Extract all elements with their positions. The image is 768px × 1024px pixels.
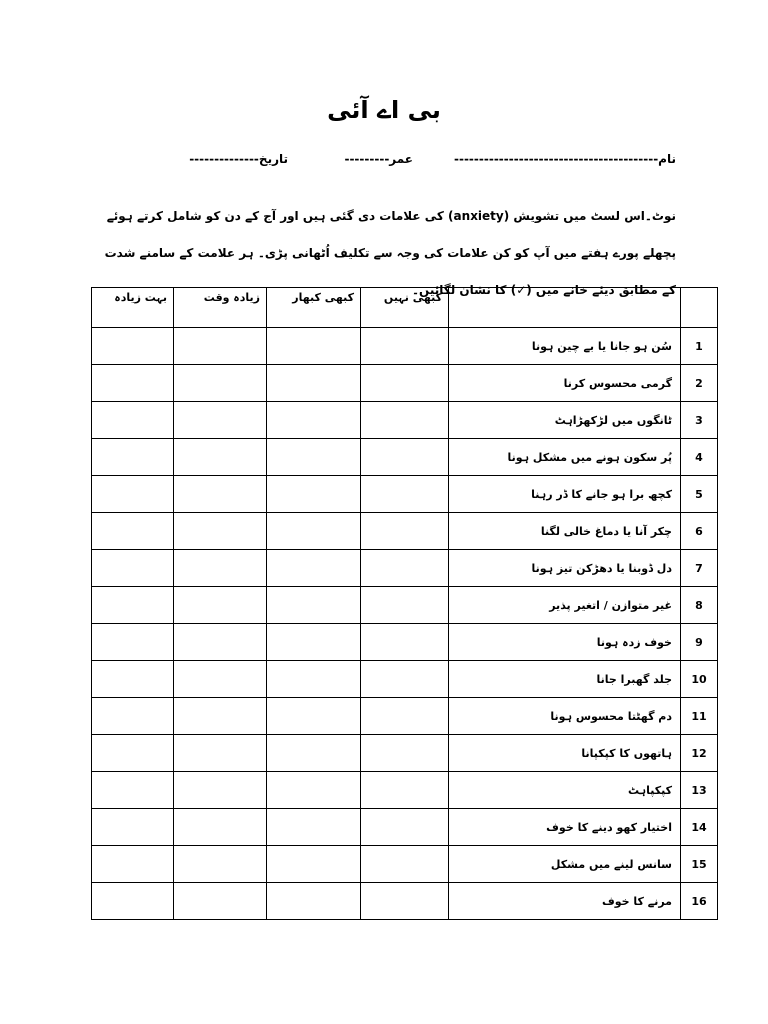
response-cell-very-much[interactable] xyxy=(92,661,174,698)
response-cell-sometimes[interactable] xyxy=(267,698,361,735)
row-number: 4 xyxy=(681,439,718,476)
response-cell-never[interactable] xyxy=(361,402,449,439)
header-number-blank xyxy=(681,288,718,328)
header-most-time: زیادہ وقت xyxy=(174,288,267,328)
page-title: بی اے آئی xyxy=(327,96,441,124)
response-cell-most-time[interactable] xyxy=(174,476,267,513)
header-symptom-blank xyxy=(449,288,681,328)
header-never: کبھی نہیں xyxy=(361,288,449,328)
response-cell-sometimes[interactable] xyxy=(267,735,361,772)
date-field[interactable]: تاریخ-------------- xyxy=(189,152,288,166)
response-cell-sometimes[interactable] xyxy=(267,439,361,476)
response-cell-very-much[interactable] xyxy=(92,402,174,439)
response-cell-most-time[interactable] xyxy=(174,513,267,550)
symptom-label: سانس لینے میں مشکل xyxy=(449,846,681,883)
symptom-label: مرنے کا خوف xyxy=(449,883,681,920)
symptom-label: خوف زدہ ہونا xyxy=(449,624,681,661)
row-number: 8 xyxy=(681,587,718,624)
row-number: 13 xyxy=(681,772,718,809)
response-cell-sometimes[interactable] xyxy=(267,772,361,809)
response-cell-never[interactable] xyxy=(361,735,449,772)
response-cell-sometimes[interactable] xyxy=(267,476,361,513)
response-cell-never[interactable] xyxy=(361,883,449,920)
response-cell-most-time[interactable] xyxy=(174,846,267,883)
symptom-label: غیر متوازن / اتغیر پذیر xyxy=(449,587,681,624)
response-cell-sometimes[interactable] xyxy=(267,883,361,920)
response-cell-very-much[interactable] xyxy=(92,846,174,883)
response-cell-very-much[interactable] xyxy=(92,772,174,809)
symptom-label: اختیار کھو دینے کا خوف xyxy=(449,809,681,846)
response-cell-most-time[interactable] xyxy=(174,587,267,624)
response-cell-very-much[interactable] xyxy=(92,883,174,920)
response-cell-most-time[interactable] xyxy=(174,402,267,439)
response-cell-very-much[interactable] xyxy=(92,476,174,513)
header-sometimes: کبھی کبھار xyxy=(267,288,361,328)
row-number: 11 xyxy=(681,698,718,735)
row-number: 5 xyxy=(681,476,718,513)
table-row xyxy=(92,587,718,624)
response-cell-most-time[interactable] xyxy=(174,624,267,661)
table-row xyxy=(92,402,718,439)
response-cell-never[interactable] xyxy=(361,809,449,846)
response-cell-sometimes[interactable] xyxy=(267,550,361,587)
symptom-label: جلد گھبرا جانا xyxy=(449,661,681,698)
response-cell-never[interactable] xyxy=(361,846,449,883)
response-cell-never[interactable] xyxy=(361,513,449,550)
response-cell-most-time[interactable] xyxy=(174,365,267,402)
response-cell-most-time[interactable] xyxy=(174,809,267,846)
response-cell-most-time[interactable] xyxy=(174,439,267,476)
table-row xyxy=(92,772,718,809)
symptom-label: پُر سکون ہونے میں مشکل ہونا xyxy=(449,439,681,476)
symptom-label: چکر آنا یا دماغ خالی لگنا xyxy=(449,513,681,550)
response-cell-sometimes[interactable] xyxy=(267,809,361,846)
response-cell-never[interactable] xyxy=(361,328,449,365)
response-cell-very-much[interactable] xyxy=(92,365,174,402)
response-cell-most-time[interactable] xyxy=(174,661,267,698)
response-cell-most-time[interactable] xyxy=(174,328,267,365)
row-number: 14 xyxy=(681,809,718,846)
table-row xyxy=(92,439,718,476)
table-row xyxy=(92,328,718,365)
response-cell-sometimes[interactable] xyxy=(267,624,361,661)
symptom-rating-table xyxy=(91,287,718,920)
row-number: 1 xyxy=(681,328,718,365)
row-number: 15 xyxy=(681,846,718,883)
response-cell-sometimes[interactable] xyxy=(267,846,361,883)
response-cell-never[interactable] xyxy=(361,661,449,698)
row-number: 3 xyxy=(681,402,718,439)
instructions-note: نوٹ۔اس لسٹ میں تشویش (anxiety) کی علامات دی گئی ہیں اور آج کے دن کو شامل کرتے ہوئے پچھلے پورے ہفتے میں آپ کو کن علامات کی وجہ سے تکلیف اُٹھانی پڑی۔ ہر علامت کے سامنے شدت کے مطابق دیئے خانے میں (✓) کا نشان لگائیں۔ xyxy=(104,209,676,297)
symptom-label: کپکپاہٹ xyxy=(449,772,681,809)
row-number: 16 xyxy=(681,883,718,920)
response-cell-very-much[interactable] xyxy=(92,550,174,587)
table-row xyxy=(92,809,718,846)
symptom-label: گرمی محسوس کرنا xyxy=(449,365,681,402)
symptom-label: دم گھٹتا محسوس ہونا xyxy=(449,698,681,735)
response-cell-never[interactable] xyxy=(361,624,449,661)
row-number: 10 xyxy=(681,661,718,698)
symptom-label: دل ڈوبنا یا دھڑکن تیز ہونا xyxy=(449,550,681,587)
response-cell-most-time[interactable] xyxy=(174,883,267,920)
symptom-label: ہاتھوں کا کپکپانا xyxy=(449,735,681,772)
response-cell-sometimes[interactable] xyxy=(267,587,361,624)
response-cell-sometimes[interactable] xyxy=(267,402,361,439)
response-cell-sometimes[interactable] xyxy=(267,365,361,402)
response-cell-very-much[interactable] xyxy=(92,328,174,365)
response-cell-very-much[interactable] xyxy=(92,698,174,735)
response-cell-most-time[interactable] xyxy=(174,550,267,587)
row-number: 9 xyxy=(681,624,718,661)
response-cell-very-much[interactable] xyxy=(92,513,174,550)
response-cell-very-much[interactable] xyxy=(92,587,174,624)
table-row xyxy=(92,624,718,661)
response-cell-most-time[interactable] xyxy=(174,735,267,772)
response-cell-most-time[interactable] xyxy=(174,698,267,735)
response-cell-never[interactable] xyxy=(361,550,449,587)
table-row xyxy=(92,883,718,920)
response-cell-never[interactable] xyxy=(361,698,449,735)
header-very-much: بہت زیادہ xyxy=(92,288,174,328)
symptom-label: سُن ہو جانا یا بے چین ہونا xyxy=(449,328,681,365)
response-cell-very-much[interactable] xyxy=(92,809,174,846)
symptom-label: ٹانگوں میں لڑکھڑاہٹ xyxy=(449,402,681,439)
table-row xyxy=(92,365,718,402)
response-cell-sometimes[interactable] xyxy=(267,513,361,550)
response-cell-never[interactable] xyxy=(361,439,449,476)
response-cell-never[interactable] xyxy=(361,476,449,513)
response-cell-most-time[interactable] xyxy=(174,772,267,809)
table-row xyxy=(92,846,718,883)
response-cell-very-much[interactable] xyxy=(92,439,174,476)
table-row xyxy=(92,476,718,513)
age-field[interactable]: عمر--------- xyxy=(344,152,413,166)
row-number: 6 xyxy=(681,513,718,550)
table-row xyxy=(92,661,718,698)
response-cell-never[interactable] xyxy=(361,365,449,402)
response-cell-very-much[interactable] xyxy=(92,735,174,772)
row-number: 12 xyxy=(681,735,718,772)
response-cell-never[interactable] xyxy=(361,772,449,809)
name-field[interactable]: نام----------------------------------------- xyxy=(453,152,676,166)
response-cell-very-much[interactable] xyxy=(92,624,174,661)
row-number: 7 xyxy=(681,550,718,587)
response-cell-sometimes[interactable] xyxy=(267,661,361,698)
row-number: 2 xyxy=(681,365,718,402)
table-row xyxy=(92,513,718,550)
response-cell-never[interactable] xyxy=(361,587,449,624)
table-header-row xyxy=(92,288,718,328)
symptom-label: کچھ برا ہو جانے کا ڈر رہنا xyxy=(449,476,681,513)
table-row xyxy=(92,698,718,735)
response-cell-sometimes[interactable] xyxy=(267,328,361,365)
table-row xyxy=(92,550,718,587)
table-row xyxy=(92,735,718,772)
